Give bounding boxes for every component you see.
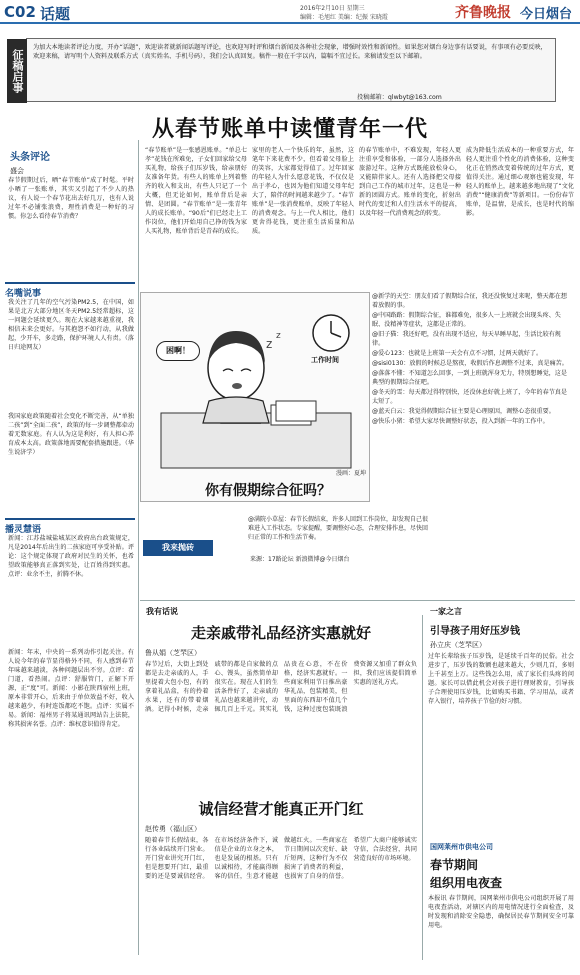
notice-email: 投稿邮箱：qlwbyt@163.com xyxy=(357,94,442,101)
newspaper-logo: 齐鲁晚报 xyxy=(455,5,511,21)
section-title-my-say: 我有话说 xyxy=(146,607,178,616)
article-headline: 走亲戚带礼品经济实惠就好 xyxy=(190,624,371,642)
quote-item: @中国路路：假期综合征，谁都难免，很多人一上班就会出现头疼、失眠、没精神等症状，这都是正常的。 xyxy=(372,312,561,328)
masthead xyxy=(0,0,580,24)
article-headline: 组织用电夜查 xyxy=(430,876,503,890)
article-body: 的春节账单中，不难发现，年轻人更注重享受和体验，一部分人选择外出旅游过年。这种方式既能放松身心，又能陪伴家人。还有人选择把父母接到自己工作的城市过年，这也是一种新的团圆方式。账单的变化，折射出时代的变迁和人们生活水平的提高，以及年轻一代消费观念的转变。 xyxy=(359,147,461,217)
notice-tag: 征稿启事 xyxy=(7,39,27,103)
illustration-question: 你有假期综合征吗？ xyxy=(205,483,331,499)
article-body: 本报讯 春节期间，国网莱州市供电公司组织开展了用电夜查活动，对辖区内的用电情况进行全面检查，及时发现和消除安全隐患，确保居民春节期间安全可靠用电。 xyxy=(428,895,574,929)
column-divider xyxy=(138,140,139,955)
cartoon-credit: 漫画：夏坤 xyxy=(336,470,367,477)
speech-bubble: 困啊！ xyxy=(156,341,200,361)
article-body: 随着春节长假结束，各行各业陆续开门营业。开门营业讲究开门红，但是想要开门红，最重要的还是要诚信经营。在市场经济条件下，诚信是企业的立身之本，也是发展的根基。只有以诚相待，才能赢得顾客的信任，生意才能越做越红火。一些商家在节日期间以次充好、缺斤短两，这种行为不仅损害了消费者的利益，也损害了自身的信誉。希望广大商户能够诚实守信，合法经营，共同营造良好的市场环境。 xyxy=(145,837,417,880)
section-title-ling-hui: 播灵慧语 xyxy=(5,518,135,535)
quote-item: @旧子猫：我还好吧，没有出现不适应，每天早睡早起，生活比较有规律。 xyxy=(372,331,561,347)
author-byline: 赵传勇（福山区） xyxy=(145,825,201,833)
quote-item: @爱心123：也就是上班第一天会有点不习惯，过两天就好了。 xyxy=(372,350,543,357)
quote-item: @快乐小猪：希望大家尽快调整好状态，投入到新一年的工作中。 xyxy=(372,418,549,425)
cartoon-drawing xyxy=(141,293,371,478)
work-time-sign: 工作时间 xyxy=(311,356,339,364)
quote-item: @sisi0130：放假的时候总是熬夜，收假后作息调整不过来，真是痛苦。 xyxy=(372,360,568,367)
article-body: 新闻：年末，中央的一系列动作引起关注。有人说今年的春节显得格外不同，有人感到春节年味越来越淡，各种问题层出不穷。点评：看门道，看热闹。点评：舒服管门，正解下开源，正“度”可。新闻：小影在陕西宿州上班，原本非常开心，后来由于单位效益不好，收入越来越少，有时连饭都吃不饱。点评：实属不易。新闻：福州男子将某通讯网站告上法院，称其损害名誉。点评：维权意识值得肯定。 xyxy=(8,649,134,728)
article-headline: 诚信经营才能真正开门红 xyxy=(198,800,364,818)
svg-text:z: z xyxy=(266,337,273,351)
section-title-famous-say: 名嘴说事 xyxy=(5,282,135,299)
author-byline: 盛会 xyxy=(10,167,24,175)
article-body: 过年长辈给孩子压岁钱，是延续千百年的民俗。社会进步了，压岁钱的数额也越来越大，少则几百，多则上千甚至上万。这些钱怎么用，成了家长们头疼的问题。家长可以借此机会对孩子进行理财教育，引导孩子合理使用压岁钱，比如购买书籍、学习用品，或者存入银行，培养孩子节俭的好习惯。 xyxy=(428,653,574,705)
article-body: 新闻：江苏盐城盐城某区政府出台政策规定，凡是2014年后出生的二孩家庭可享受补贴。评论：这个规定体现了政府对民生的关怀，也希望政策能够真正落到实处，让百姓得到实惠。点评：业余不主，折腾不休。 xyxy=(8,535,134,578)
section-title-headline-comment: 头条评论 xyxy=(10,152,50,163)
article-body: 成为降低生活成本的一种重要方式，年轻人更注重个性化的消费体验，这种变化正在悄然改变着传统的过年方式，更值得关注。通过细心观察也能发现，年轻人的账单上，越来越多地出现了“文化消费”“健康消费”等新项目。一份份春节账单，是温情，是成长，也是时代的缩影。 xyxy=(466,147,574,217)
row-divider xyxy=(140,600,575,601)
illustration-desc: @满院小草屋：春节长假结束，许多人回到工作岗位，却发现自己很难进入工作状态。专家提醒，要调整好心态，合理安排作息，尽快回归正常的工作和生活节奏。 xyxy=(248,516,429,541)
quotes-list xyxy=(372,292,572,427)
article-body: 我关注了几年的空气污染PM2.5，在中国，如果是北方大部分地区冬天PM2.5经常超标，这一问题会延续更久。现在大家越来越重视，我相信未来会更好。与其抱怨不如行动，从我做起，少开车，多走路，保护环境人人有责。（落日归途网友） xyxy=(8,299,134,351)
article-headline: 引导孩子用好压岁钱 xyxy=(430,626,520,637)
article-body: 家里的老人一个快乐的年，虽然，这笔年下来花费不少，但看着父母脸上的笑容，大家都觉得值了。过年回家的年轻人为什么愿意花钱，不仅仅是出于孝心，也因为他们知道父母年纪大了，陪伴的时间越来越少了。“春节账单”是一张消费账单，反映了年轻人的消费观念。与上一代人相比，他们更舍得花钱，更注重生活质量和品质。 xyxy=(252,147,354,235)
quote-item: @落落不懂：不知道怎么回事，一到上班就浑身无力，特别想睡觉，这是典型的假期综合征吧。 xyxy=(372,370,567,386)
article-body: 春节假期过后，晒“春节账单”成了时髦。平时小晒了一张账单，其实又引起了不少人的热议，有人说一个春节花出去好几万，也有人说过年不必铺张浪费，理性消费是一种好的习惯。你怎么看待春节消费？ xyxy=(8,177,134,220)
article-body: 我国家庭政策随着社会变化不断完善，从“单独二孩”到“全面二孩”，政策的每一步调整都牵动着无数家庭。有人认为这是利好，有人担心养育成本太高。政策落地需要配套措施跟进。（华生说济学） xyxy=(8,413,134,456)
svg-text:z: z xyxy=(276,331,281,341)
section-title-one-voice: 一家之言 xyxy=(430,607,462,616)
section-name: 话题 xyxy=(40,5,71,23)
author-byline: 孙立庆（芝罘区） xyxy=(430,641,486,649)
page-number: C02 xyxy=(4,3,36,21)
article-body: 春节过后，大街上到处都是去走亲戚的人，手里提着大包小包，有的拿着礼品盒，有的拎着水果，还有的带着烟酒。记得小时候，走亲戚带的都是自家做的点心、馒头，虽然简单却很实在。现在人们的生活条件好了，走亲戚的礼品也越来越讲究，动辄几百上千元。其实礼品贵在心意，不在价格，经济实惠就好。一些商家利用节日推出豪华礼品，包装精美，但里面的东西却不值几个钱，这种过度包装既浪费资源又加重了群众负担，我们应该提倡简单实惠的送礼方式。 xyxy=(145,661,417,713)
editors-line: 编辑：毛旭红 美编：纪振 宋晓霞 xyxy=(300,14,388,21)
quote-item: @新学的天空：朋友们看了假期综合征，我还没恢复过来呢，整天都在想着放假的事。 xyxy=(372,293,567,309)
article-body: “春节账单”是一张感恩账单。“单总七孝”花钱在所难免，子女们回家给父母买礼物，给孩子们压岁钱，给亲朋好友准备年货。有些人的账单上列着整齐的收入和支出，有些人只记了一个大概，但无论如何，账单背后是亲情、是团圆。“春节账单”是一张青年人的成长账单。“90后”们已经走上工作岗位，他们开始用自己挣的钱为家人买礼物，账单背后是青春的成长。 xyxy=(145,147,247,235)
brick-tag: 我来抛砖 xyxy=(143,540,213,556)
quote-item: @蓝天白云：我觉得假期综合征主要是心理原因，调整心态很重要。 xyxy=(372,408,555,415)
main-headline: 从春节账单中读懂青年一代 xyxy=(151,117,428,142)
issue-date: 2016年2月10日 星期三 xyxy=(300,5,365,12)
illustration-source: 来源：17路论坛 新浪微博@今日烟台 xyxy=(250,556,350,563)
org-byline: 国网莱州市供电公司 xyxy=(430,843,493,851)
column-divider xyxy=(422,615,423,960)
call-for-papers-box xyxy=(11,38,556,102)
edition-name: 今日烟台 xyxy=(520,7,573,22)
notice-text: 为加大本地读者评论力度，开办“话题”，欢迎读者就新闻话题写评论，也欢迎写时评和烟台新闻及各种社会现象，增强时效性和新闻性。如果您对烟台身边事有话要说，有事项有必要反映，欢迎来稿，请写明个人资料及联系方式（真实姓名、手机号码），我们会认真回复。稿件一般在千字以内，篇幅不宜过长。来稿请发至以下邮箱。 xyxy=(33,44,547,60)
quote-item: @冬天的雪：每天都过得特别快，还没休息好就上班了，今年的春节真是太短了。 xyxy=(372,389,567,405)
author-byline: 鲁从娟（芝罘区） xyxy=(145,649,201,657)
article-headline: 春节期间 xyxy=(430,858,479,872)
cartoon-illustration xyxy=(140,292,370,502)
